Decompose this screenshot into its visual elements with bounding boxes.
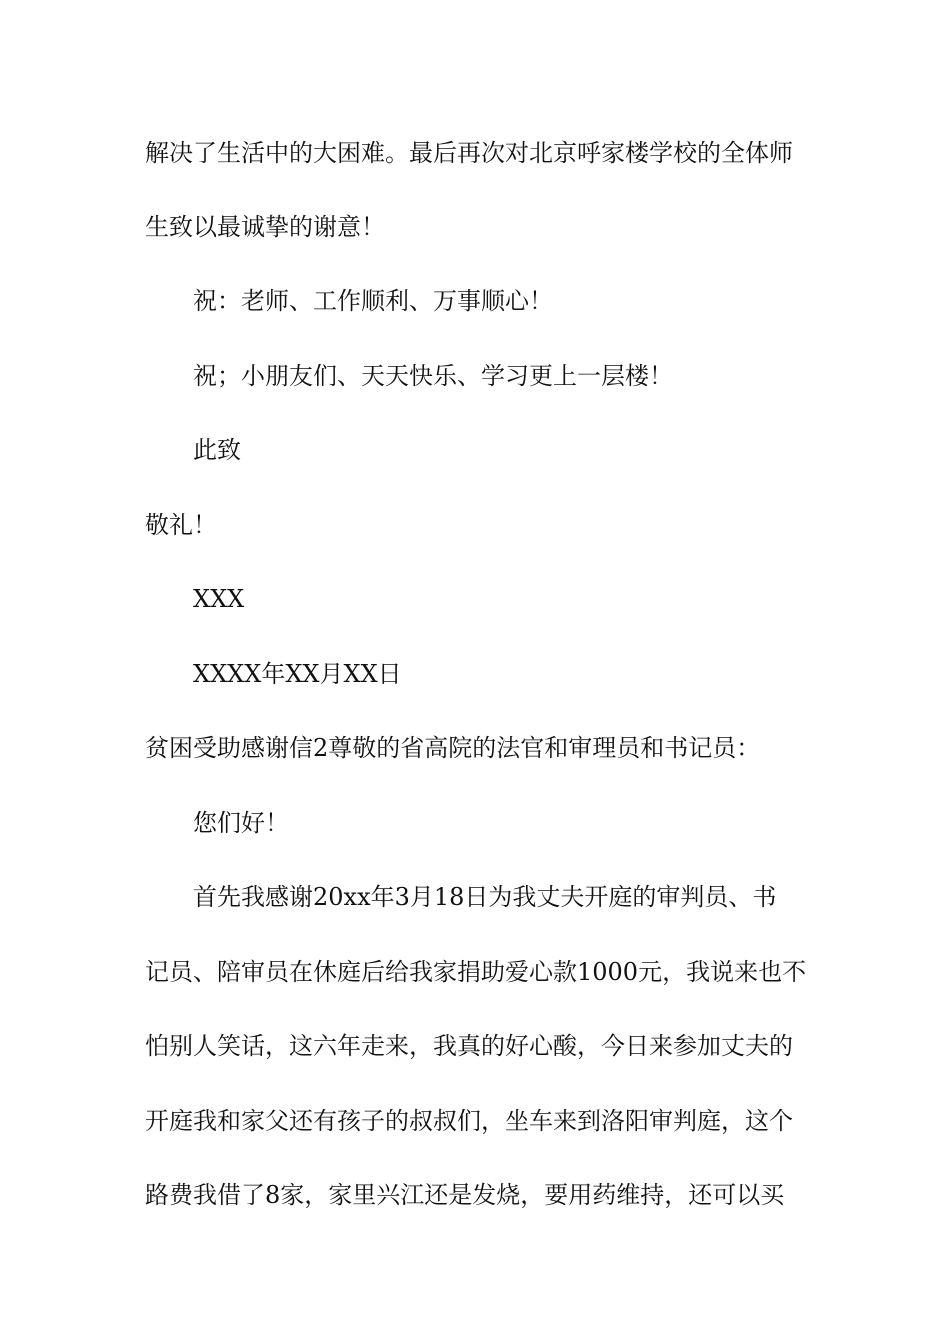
signature-name: XXX (193, 585, 245, 613)
greeting-line: 您们好！ (193, 809, 289, 837)
closing-regards: 敬礼！ (145, 511, 217, 539)
paragraph-line: 解决了生活中的大困难。最后再次对北京呼家楼学校的全体师 (145, 139, 793, 167)
paragraph-line: 生致以最诚挚的谢意！ (145, 213, 385, 241)
paragraph-line: 记员、陪审员在休庭后给我家捐助爱心款1000元，我说来也不 (145, 958, 807, 986)
blessing-line-children: 祝；小朋友们、天天快乐、学习更上一层楼！ (193, 362, 673, 390)
closing-salutation: 此致 (193, 436, 241, 464)
paragraph-line: 怕别人笑话，这六年走来，我真的好心酸，今日来参加丈夫的 (145, 1032, 793, 1060)
blessing-line-teachers: 祝：老师、工作顺利、万事顺心！ (193, 287, 553, 315)
signature-date: XXXX年XX月XX日 (193, 660, 402, 688)
paragraph-line: 路费我借了8家，家里兴江还是发烧，要用药维持，还可以买 (145, 1181, 785, 1209)
letter-heading: 贫困受助感谢信2尊敬的省高院的法官和审理员和书记员： (145, 734, 761, 762)
paragraph-line: 开庭我和家父还有孩子的叔叔们，坐车来到洛阳审判庭，这个 (145, 1107, 793, 1135)
paragraph-line: 首先我感谢20xx年3月18日为我丈夫开庭的审判员、书 (193, 883, 777, 911)
